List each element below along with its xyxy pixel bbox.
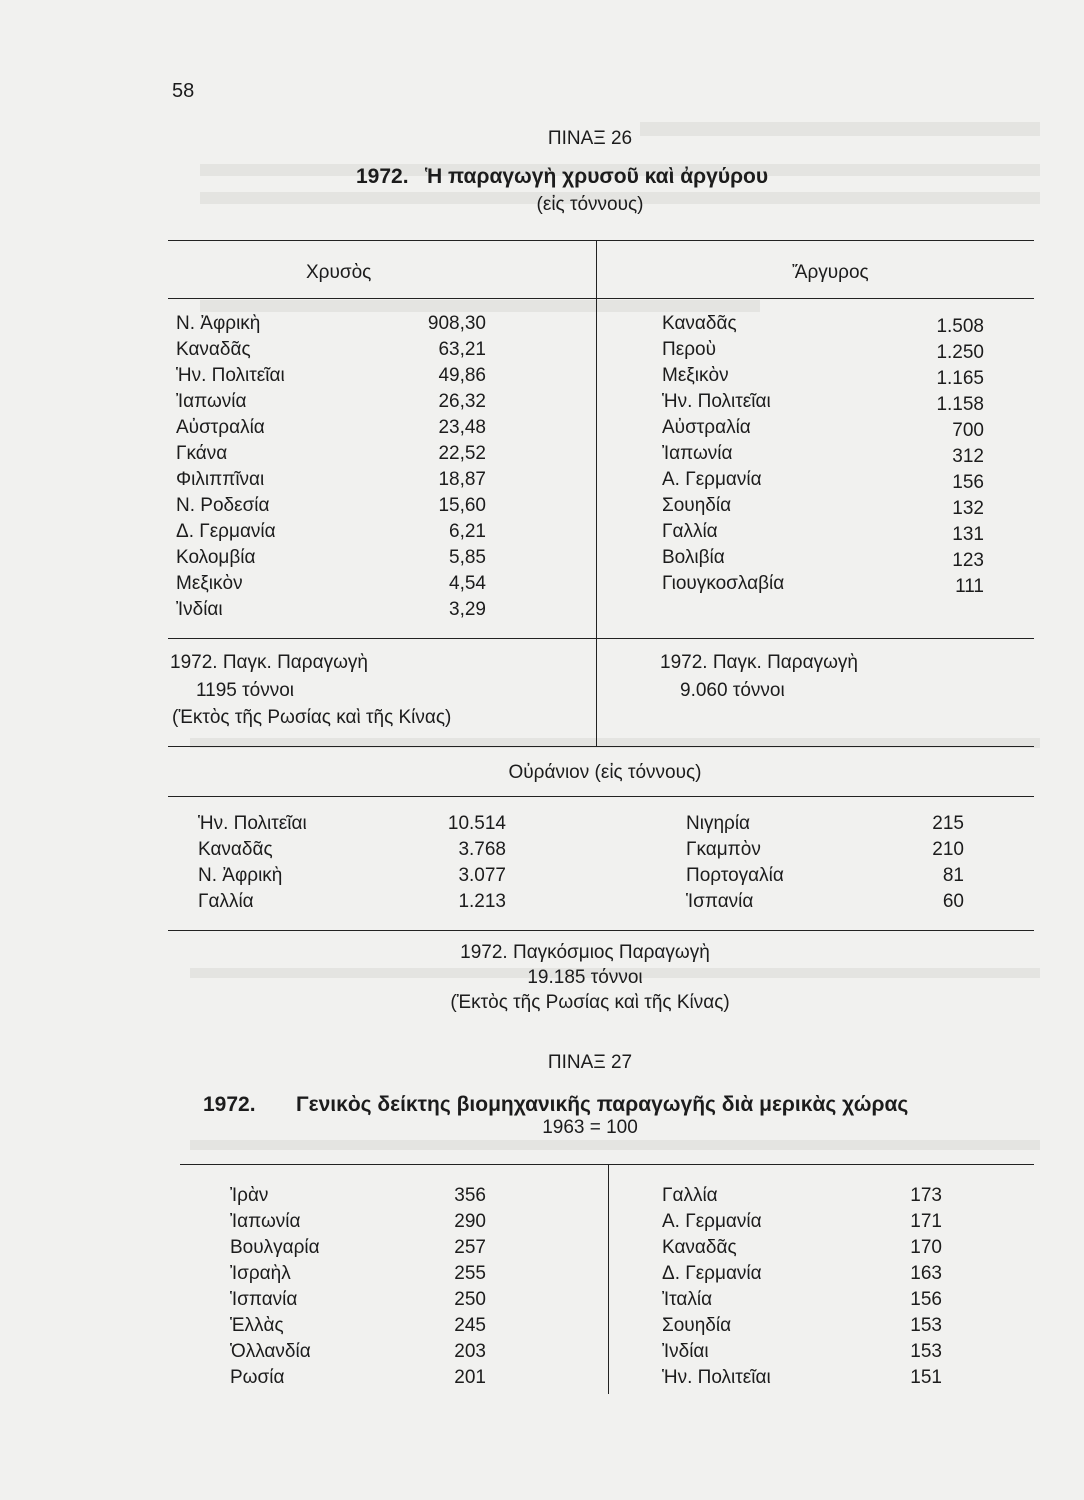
table-unit: (εἰς τόννους): [536, 194, 644, 215]
gold-world-production: 1972. Παγκ. Παραγωγὴ: [170, 652, 368, 673]
gold-country: Αὐστραλία: [176, 417, 265, 438]
silver-value: 1.158: [936, 394, 984, 415]
index-value: 153: [910, 1341, 942, 1362]
uranium-value: 10.514: [447, 813, 506, 834]
index-value: 173: [910, 1185, 942, 1206]
silver-country: Μεξικὸν: [662, 365, 729, 386]
gold-country: Ν. Ἀφρικὴ: [176, 313, 261, 334]
silver-country: Καναδᾶς: [662, 313, 737, 334]
uranium-country: Πορτογαλία: [686, 865, 784, 886]
uranium-world-note: (Ἐκτὸς τῆς Ρωσίας καὶ τῆς Κίνας): [450, 992, 730, 1013]
table-base: 1963 = 100: [542, 1117, 638, 1138]
index-country: Σουηδία: [662, 1315, 732, 1336]
table-title-year: 1972.: [356, 165, 409, 188]
silver-value: 111: [955, 576, 984, 597]
silver-world-tonnes: 9.060 τόννοι: [680, 680, 785, 701]
silver-value: 312: [952, 446, 984, 467]
table-title: Γενικὸς δείκτης βιομηχανικῆς παραγωγῆς διὰ μερικὰς χώρας: [296, 1093, 909, 1116]
silver-country: Βολιβία: [662, 547, 725, 568]
table-rule: [168, 638, 1034, 639]
gold-value: 22,52: [438, 443, 486, 464]
index-country: Ἡν. Πολιτεῖαι: [662, 1367, 771, 1388]
index-country: Ὁλλανδία: [230, 1341, 311, 1362]
index-country: Ρωσία: [230, 1367, 285, 1388]
uranium-country: Ἱσπανία: [686, 891, 754, 912]
silver-header: Ἄργυρος: [792, 262, 869, 283]
gold-country: Καναδᾶς: [176, 339, 251, 360]
index-value: 153: [910, 1315, 942, 1336]
silver-value: 1.165: [936, 368, 984, 389]
index-country: Ἰνδίαι: [662, 1341, 709, 1362]
gold-value: 15,60: [438, 495, 486, 516]
index-value: 156: [910, 1289, 942, 1310]
gold-value: 63,21: [438, 339, 486, 360]
index-value: 250: [454, 1289, 486, 1310]
bleed-through-line: [200, 300, 760, 312]
index-value: 201: [454, 1367, 486, 1388]
table-label: ΠΙΝΑΞ 26: [547, 128, 633, 149]
gold-country: Φιλιππῖναι: [176, 469, 265, 490]
gold-header: Χρυσὸς: [306, 262, 372, 283]
uranium-country: Ἡν. Πολιτεῖαι: [198, 813, 307, 834]
gold-world-tonnes: 1195 τόννοι: [196, 680, 294, 701]
gold-value: 3,29: [449, 599, 486, 620]
table-rule: [168, 796, 1034, 797]
index-country: Βουλγαρία: [230, 1237, 320, 1258]
table-rule: [168, 746, 1034, 747]
index-country: Ἑλλὰς: [230, 1315, 284, 1336]
uranium-world-production: 1972. Παγκόσμιος Παραγωγὴ: [460, 942, 710, 963]
index-country: Ἰσραὴλ: [230, 1263, 291, 1284]
index-value: 171: [910, 1211, 942, 1232]
silver-value: 131: [952, 524, 984, 545]
index-country: Ἰαπωνία: [230, 1211, 301, 1232]
gold-country: Ἰαπωνία: [176, 391, 247, 412]
gold-value: 5,85: [449, 547, 486, 568]
uranium-value: 81: [942, 865, 964, 886]
uranium-country: Γαλλία: [198, 891, 254, 912]
uranium-country: Καναδᾶς: [198, 839, 273, 860]
table-title-year: 1972.: [203, 1093, 256, 1116]
uranium-country: Νιγηρία: [686, 813, 751, 834]
table-rule: [168, 298, 1034, 299]
silver-country: Γιουγκοσλαβία: [662, 573, 785, 594]
gold-value: 49,86: [438, 365, 486, 386]
index-value: 356: [454, 1185, 486, 1206]
silver-country: Περοὺ: [662, 339, 716, 360]
uranium-header: Οὐράνιον (εἰς τόννους): [508, 762, 702, 783]
index-country: Καναδᾶς: [662, 1237, 737, 1258]
silver-world-production: 1972. Παγκ. Παραγωγὴ: [660, 652, 858, 673]
table-rule: [180, 1164, 1034, 1165]
silver-value: 123: [952, 550, 984, 571]
silver-country: Ἰαπωνία: [662, 443, 733, 464]
index-value: 257: [454, 1237, 486, 1258]
uranium-world-tonnes: 19.185 τόννοι: [527, 967, 643, 988]
silver-country: Α. Γερμανία: [662, 469, 762, 490]
silver-value: 1.508: [936, 316, 984, 337]
index-country: Α. Γερμανία: [662, 1211, 762, 1232]
index-country: Γαλλία: [662, 1185, 718, 1206]
uranium-country: Γκαμπὸν: [686, 839, 761, 860]
table-rule: [168, 930, 1034, 931]
uranium-value: 1.213: [458, 891, 506, 912]
gold-value: 26,32: [438, 391, 486, 412]
bleed-through-line: [190, 1140, 1040, 1150]
silver-value: 156: [952, 472, 984, 493]
gold-country: Γκάνα: [176, 443, 228, 464]
gold-value: 18,87: [438, 469, 486, 490]
gold-country: Μεξικὸν: [176, 573, 243, 594]
gold-country: Ἰνδίαι: [176, 599, 223, 620]
gold-value: 4,54: [449, 573, 486, 594]
column-divider: [596, 240, 597, 746]
uranium-country: Ν. Ἀφρικὴ: [198, 865, 283, 886]
gold-value: 908,30: [427, 313, 486, 334]
gold-country: Ἡν. Πολιτεῖαι: [176, 365, 285, 386]
column-divider: [608, 1164, 609, 1394]
gold-value: 23,48: [438, 417, 486, 438]
index-value: 151: [910, 1367, 942, 1388]
index-value: 163: [910, 1263, 942, 1284]
uranium-value: 60: [942, 891, 964, 912]
gold-country: Ν. Ροδεσία: [176, 495, 270, 516]
table-rule: [168, 240, 1034, 241]
silver-value: 1.250: [936, 342, 984, 363]
index-value: 245: [454, 1315, 486, 1336]
silver-value: 700: [952, 420, 984, 441]
uranium-value: 215: [932, 813, 964, 834]
silver-value: 132: [952, 498, 984, 519]
uranium-value: 3.768: [458, 839, 506, 860]
index-value: 290: [454, 1211, 486, 1232]
silver-country: Σουηδία: [662, 495, 732, 516]
table-label: ΠΙΝΑΞ 27: [547, 1052, 633, 1073]
gold-country: Κολομβία: [176, 547, 256, 568]
silver-country: Αὐστραλία: [662, 417, 751, 438]
index-value: 203: [454, 1341, 486, 1362]
index-country: Ἱσπανία: [230, 1289, 298, 1310]
silver-country: Ἡν. Πολιτεῖαι: [662, 391, 771, 412]
gold-value: 6,21: [449, 521, 486, 542]
uranium-value: 3.077: [458, 865, 506, 886]
index-country: Ἰρὰν: [230, 1185, 269, 1206]
uranium-value: 210: [932, 839, 964, 860]
index-value: 170: [910, 1237, 942, 1258]
gold-world-note: (Ἐκτὸς τῆς Ρωσίας καὶ τῆς Κίνας): [172, 707, 452, 728]
gold-country: Δ. Γερμανία: [176, 521, 276, 542]
index-value: 255: [454, 1263, 486, 1284]
table-title: Ἡ παραγωγὴ χρυσοῦ καὶ ἀργύρου: [425, 165, 769, 188]
index-country: Δ. Γερμανία: [662, 1263, 762, 1284]
index-country: Ἰταλία: [662, 1289, 713, 1310]
silver-country: Γαλλία: [662, 521, 718, 542]
page-number: 58: [172, 80, 195, 102]
